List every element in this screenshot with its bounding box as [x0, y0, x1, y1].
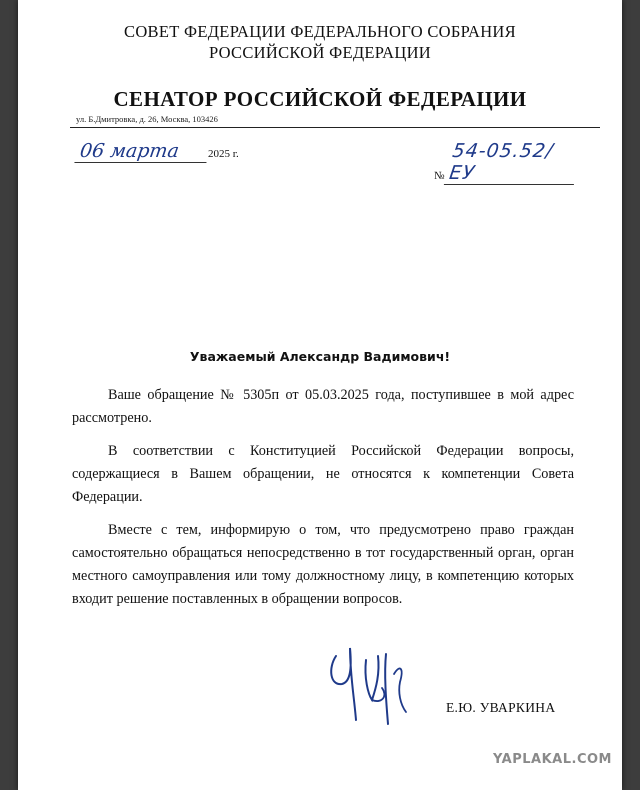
date-field	[76, 140, 239, 163]
greeting: Уважаемый Александр Вадимович!	[189, 349, 451, 364]
outgoing-number-field	[434, 140, 577, 185]
handwritten-signature	[314, 634, 424, 726]
letterhead-address: ул. Б.Дмитровка, д. 26, Москва, 103426	[76, 114, 218, 124]
date-year: 2025 г.	[208, 148, 239, 160]
letterhead-line-2: РОССИЙСКОЙ ФЕДЕРАЦИИ	[208, 43, 432, 62]
paragraph-1: Ваше обращение № 5305п от 05.03.2025 года, поступившее в мой адрес рассмотрено.	[72, 387, 574, 426]
paragraph-2: В соответствии с Конституцией Российской Федерации вопросы, содержащиеся в Вашем обращении, не относятся к компетенции Совета Федерации.	[72, 443, 574, 505]
number-handwritten: 54-05.52/ЕУ	[444, 140, 580, 185]
letterhead-line-1: СОВЕТ ФЕДЕРАЦИИ ФЕДЕРАЛЬНОГО СОБРАНИЯ	[124, 22, 516, 41]
letterhead-divider	[70, 127, 600, 128]
watermark-logo: YAPLAKAL.COM	[493, 752, 612, 767]
number-label: №	[434, 170, 445, 182]
letterhead-title: СЕНАТОР РОССИЙСКОЙ ФЕДЕРАЦИИ	[113, 87, 527, 111]
letter-page	[18, 0, 622, 790]
signer-name: Е.Ю. УВАРКИНА	[446, 700, 556, 715]
paragraph-3: Вместе с тем, информирую о том, что предусмотрено право граждан самостоятельно обращаться непосредственно в тот государственный орган, орган местного самоуправления или тому должностному лицу, в компетенцию которых входит решение поставленных в обращении вопросов.	[72, 522, 574, 607]
date-handwritten: 06 марта	[74, 140, 209, 163]
letter-body	[72, 384, 574, 621]
